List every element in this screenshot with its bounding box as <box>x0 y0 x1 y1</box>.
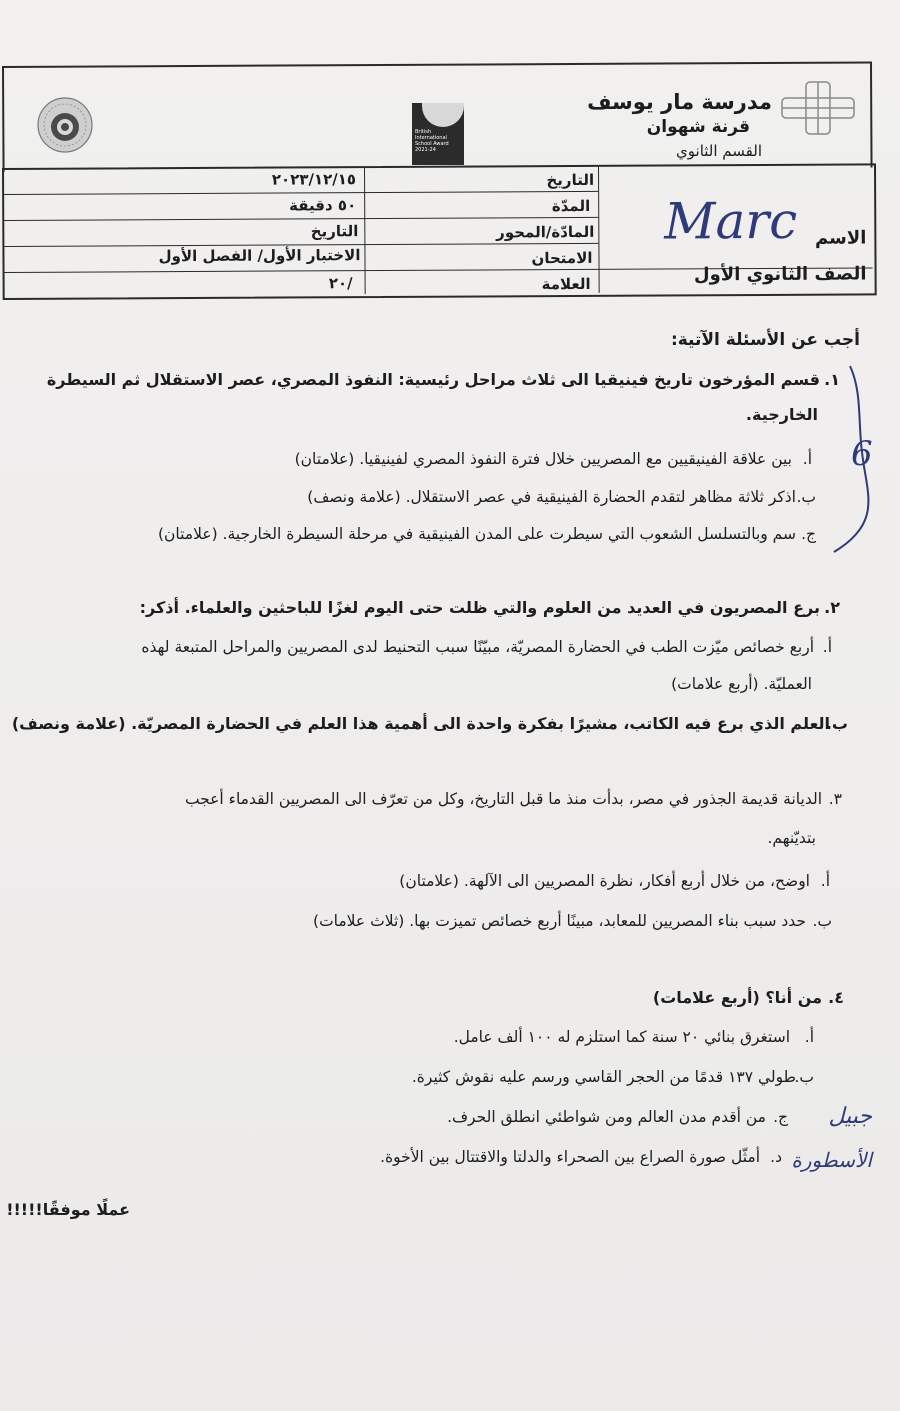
q4b-text: طولي ١٣٧ قدمًا من الحجر القاسي ورسم عليه نقوش كثيرة. <box>411 1068 796 1086</box>
exam-label: الامتحان <box>531 248 593 268</box>
date-label: التاريخ <box>546 170 595 190</box>
info-table <box>2 163 877 300</box>
q3-text-cont: بتديّنهم. <box>767 829 816 847</box>
q2b-text: العلم الذي برع فيه الكاتب، مشيرًا بفكرة واحدة الى أهمية هذا العلم في الحضارة المصريّة. (علامة ونصف) <box>11 714 830 733</box>
q2-text: برع المصريون في العديد من العلوم والتي ظلت حتى اليوم لغزًا للباحثين والعلماء. أذكر: <box>139 598 820 617</box>
q1c-label: ج. <box>801 525 816 543</box>
q4d-handwritten-answer: الأسطورة <box>791 1148 872 1172</box>
q1-text: قسم المؤرخون تاريخ فينيقيا الى ثلاث مراحل رئيسية: النفوذ المصري، عصر الاستقلال ثم السيطرة <box>46 370 820 389</box>
q3a-label: أ. <box>820 872 830 890</box>
name-label: الاسم <box>814 227 867 249</box>
student-name-handwritten: Marc <box>664 191 798 251</box>
q4c-label: ج. <box>773 1108 788 1126</box>
grade-label: العلامة <box>541 274 591 294</box>
q3b-text: حدد سبب بناء المصريين للمعابد، مبينًا أربع خصائص تميزت بها. (ثلاث علامات) <box>313 912 806 930</box>
q3-number: ٣. <box>828 790 842 808</box>
q1a-text: بين علاقة الفينيقيين مع المصريين خلال فترة النفوذ المصري لفينيقيا. (علامتان) <box>294 450 792 468</box>
q2a-label: أ. <box>822 638 832 656</box>
q4-number: ٤. <box>828 988 844 1007</box>
date-value: ٢٠٢٣/١٢/١٥ <box>271 170 357 189</box>
international-school-award-logo: British International School Award 2021-24 <box>412 103 464 165</box>
q4d-label: د. <box>770 1148 782 1166</box>
q3b-label: ب. <box>812 912 832 930</box>
q2-number: ٢. <box>824 598 840 617</box>
q4d-text: أمثّل صورة الصراع بين الصحراء والدلتا والاقتتال بين الأخوة. <box>380 1148 760 1166</box>
q1c-text: سم وبالتسلسل الشعوب التي سيطرت على المدن الفينيقية في مرحلة السيطرة الخارجية. (علامتان) <box>157 525 796 543</box>
exam-value: الاختبار الأول/ الفصل الأول <box>158 246 361 266</box>
q1a-label: أ. <box>802 450 812 468</box>
q1b-text: اذكر ثلاثة مظاهر لتقدم الحضارة الفينيقية في عصر الاستقلال. (علامة ونصف) <box>307 488 796 506</box>
q1-number: ١. <box>824 370 840 389</box>
subject-value: التاريخ <box>310 222 359 241</box>
subject-label: المادّة/المحور <box>496 222 595 242</box>
q4c-handwritten-answer: جبيل <box>828 1104 872 1129</box>
q1-handwritten-score: 6 <box>851 434 873 474</box>
q1-text-cont: الخارجية. <box>745 405 818 424</box>
q2a-text-cont: العمليّة. (أربع علامات) <box>671 675 812 693</box>
duration-value: ٥٠ دقيقة <box>289 196 357 215</box>
class-label: الصف الثانوي الأول <box>693 263 867 286</box>
q4a-text: استغرق بنائي ٢٠ سنة كما استلزم له ١٠٠ ألف عامل. <box>453 1028 790 1046</box>
q2b-label: ب. <box>825 714 848 733</box>
duration-label: المدّة <box>551 196 591 216</box>
grade-value: /٢٠ <box>328 274 353 293</box>
school-cross-logo <box>778 78 858 138</box>
q2a-text: أربع خصائص ميّزت الطب في الحضارة المصريّة، مبيّنًا سبب التحنيط لدى المصريين والمراحل المتبعة لهذه <box>141 638 814 656</box>
school-name: مدرسة مار يوسف <box>587 90 772 114</box>
q4b-label: ب. <box>794 1068 814 1086</box>
closing-wish: عملًا موفقًا!!!!! <box>6 1200 130 1219</box>
instruction: أجب عن الأسئلة الآتية: <box>670 330 860 350</box>
q3a-text: اوضح، من خلال أربع أفكار، نظرة المصريين الى الآلهة. (علامتان) <box>399 872 810 890</box>
school-town: قرنة شهوان <box>646 117 750 137</box>
q3-text: الديانة قديمة الجذور في مصر، بدأت منذ ما قبل التاريخ، وكل من تعرّف الى المصريين القدماء أعجب <box>184 790 822 808</box>
school-section: القسم الثانوي <box>676 142 762 160</box>
q4-text: من أنا؟ (أربع علامات) <box>652 988 822 1007</box>
q4c-text: من أقدم مدن العالم ومن شواطئي انطلق الحرف. <box>447 1108 766 1126</box>
q4a-label: أ. <box>804 1028 814 1046</box>
q1b-label: ب. <box>796 488 816 506</box>
school-seal-logo <box>36 96 94 154</box>
